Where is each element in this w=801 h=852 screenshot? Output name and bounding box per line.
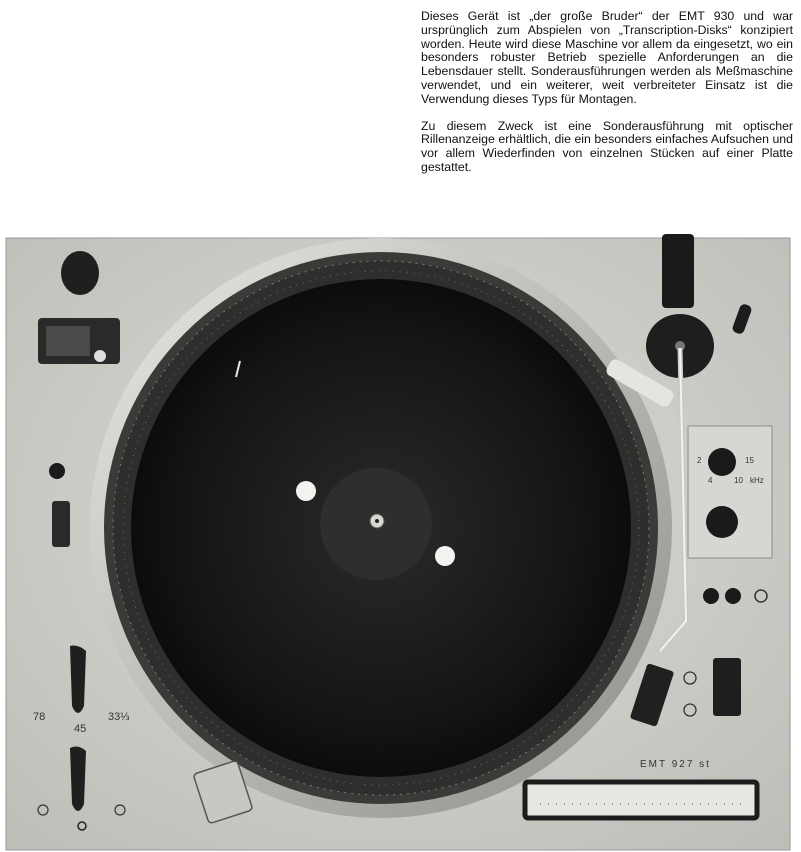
counterweight xyxy=(662,234,694,308)
filter-label-10: 10 xyxy=(734,476,743,485)
adapter-hole-right xyxy=(435,546,455,566)
speed-33-label: 33⅓ xyxy=(108,711,130,723)
jack-2 xyxy=(725,588,741,604)
brush-knob xyxy=(61,251,99,295)
description-text xyxy=(421,10,793,188)
filter-label-4: 4 xyxy=(708,476,713,485)
adapter-hole-left xyxy=(296,481,316,501)
speed-78-label: 78 xyxy=(33,711,46,723)
brand-label: EMT 927 st xyxy=(640,759,711,770)
filter-knob-upper xyxy=(708,448,736,476)
power-switch xyxy=(713,658,741,716)
groove-scale xyxy=(525,782,757,818)
turntable-photo xyxy=(0,226,801,852)
left-knob xyxy=(49,463,65,479)
speed-45-label: 45 xyxy=(74,723,87,735)
filter-panel xyxy=(688,426,772,558)
filter-knob-lower xyxy=(706,506,738,538)
jack-1 xyxy=(703,588,719,604)
paragraph-2: Zu diesem Zweck ist eine Sonderausführung mit optischer Rillenanzeige erhältlich, die ein besonders einfaches Aufsuchen und vor allem Wiederfinden von einzelnen Stücken auf einer Platte gestattet. xyxy=(421,118,793,174)
filter-label-khz: kHz xyxy=(750,476,764,485)
paragraph-1: Dieses Gerät ist „der große Bruder“ der EMT 930 und war ursprünglich zum Abspielen von „Transcription-Disks“ konzipiert worden. Heute wird diese Maschine vor allem da eingesetzt, wo ein besonders robuster Betrieb spezielle Anforderungen an die Lebensdauer stellt. Sonderausführungen werden als Meßmaschine verwendet, und ein weiterer, weit verbreiteter Einsatz ist die Verwendung dieses Typs für Montagen. xyxy=(421,9,793,106)
speed-lever-upper xyxy=(70,646,86,713)
filter-label-15: 15 xyxy=(745,456,754,465)
speed-lever-lower xyxy=(70,747,86,811)
filter-label-2: 2 xyxy=(697,456,702,465)
cue-switch xyxy=(52,501,70,547)
